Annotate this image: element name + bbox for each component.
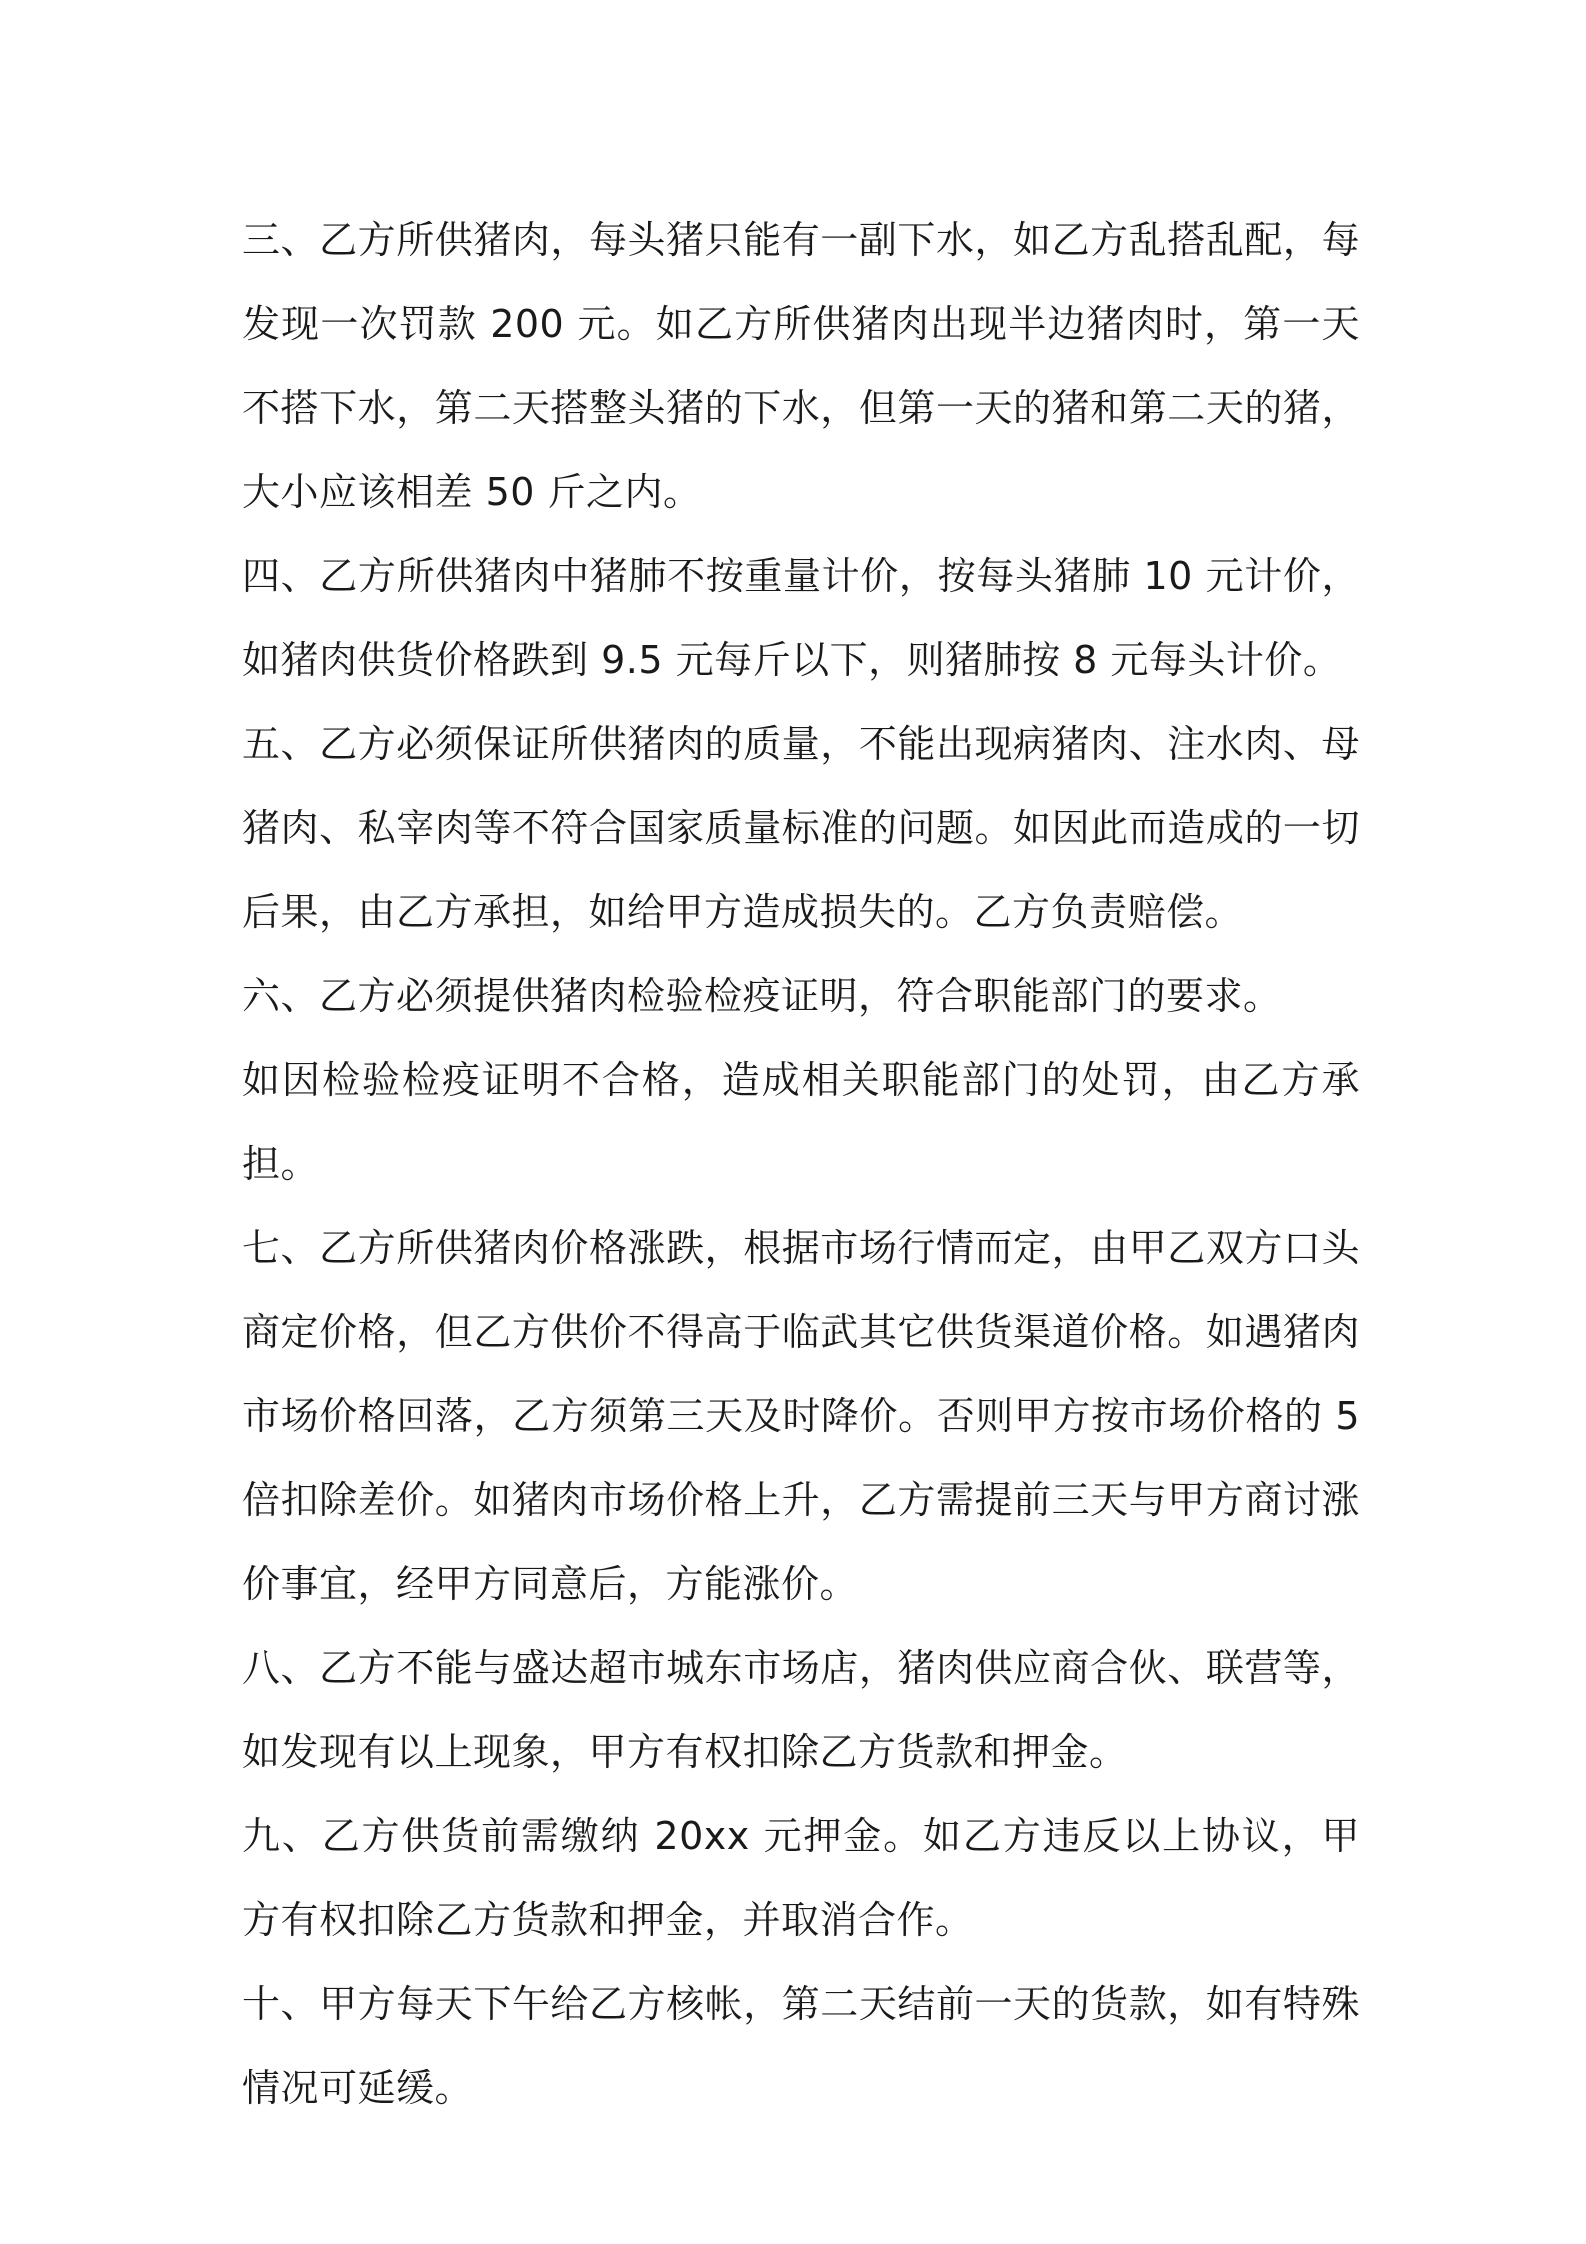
clause-3: 三、乙方所供猪肉，每头猪只能有一副下水，如乙方乱搭乱配，每发现一次罚款 200 元。如乙方所供猪肉出现半边猪肉时，第一天不搭下水，第二天搭整头猪的下水，但第一天的猪和第二天的猪，大小应该相差 50 斤之内。: [242, 218, 1360, 514]
clause-9: 九、乙方供货前需缴纳 20xx 元押金。如乙方违反以上协议，甲方有权扣除乙方货款和押金，并取消合作。: [242, 1814, 1360, 1942]
clause-6: 六、乙方必须提供猪肉检验检疫证明，符合职能部门的要求。: [242, 974, 1282, 1018]
clause-4: 四、乙方所供猪肉中猪肺不按重量计价，按每头猪肺 10 元计价，如猪肉供货价格跌到 9.5 元每斤以下，则猪肺按 8 元每头计价。: [242, 554, 1360, 682]
clause-7: 七、乙方所供猪肉价格涨跌，根据市场行情而定，由甲乙双方口头商定价格，但乙方供价不得高于临武其它供货渠道价格。如遇猪肉市场价格回落，乙方须第三天及时降价。否则甲方按市场价格的 5 倍扣除差价。如猪肉市场价格上升，乙方需提前三天与甲方商讨涨价事宜，经甲方同意后，方能涨价。: [242, 1226, 1360, 1606]
document-body: [242, 198, 1360, 2130]
clause-10: 十、甲方每天下午给乙方核帐，第二天结前一天的货款，如有特殊情况可延缓。: [242, 1982, 1360, 2110]
clause-5: 五、乙方必须保证所供猪肉的质量，不能出现病猪肉、注水肉、母猪肉、私宰肉等不符合国家质量标准的问题。如因此而造成的一切后果，由乙方承担，如给甲方造成损失的。乙方负责赔偿。: [242, 722, 1360, 934]
clause-6-continued: 如因检验检疫证明不合格，造成相关职能部门的处罚，由乙方承担。: [242, 1058, 1360, 1186]
clause-8: 八、乙方不能与盛达超市城东市场店，猪肉供应商合伙、联营等，如发现有以上现象，甲方有权扣除乙方货款和押金。: [242, 1646, 1360, 1774]
